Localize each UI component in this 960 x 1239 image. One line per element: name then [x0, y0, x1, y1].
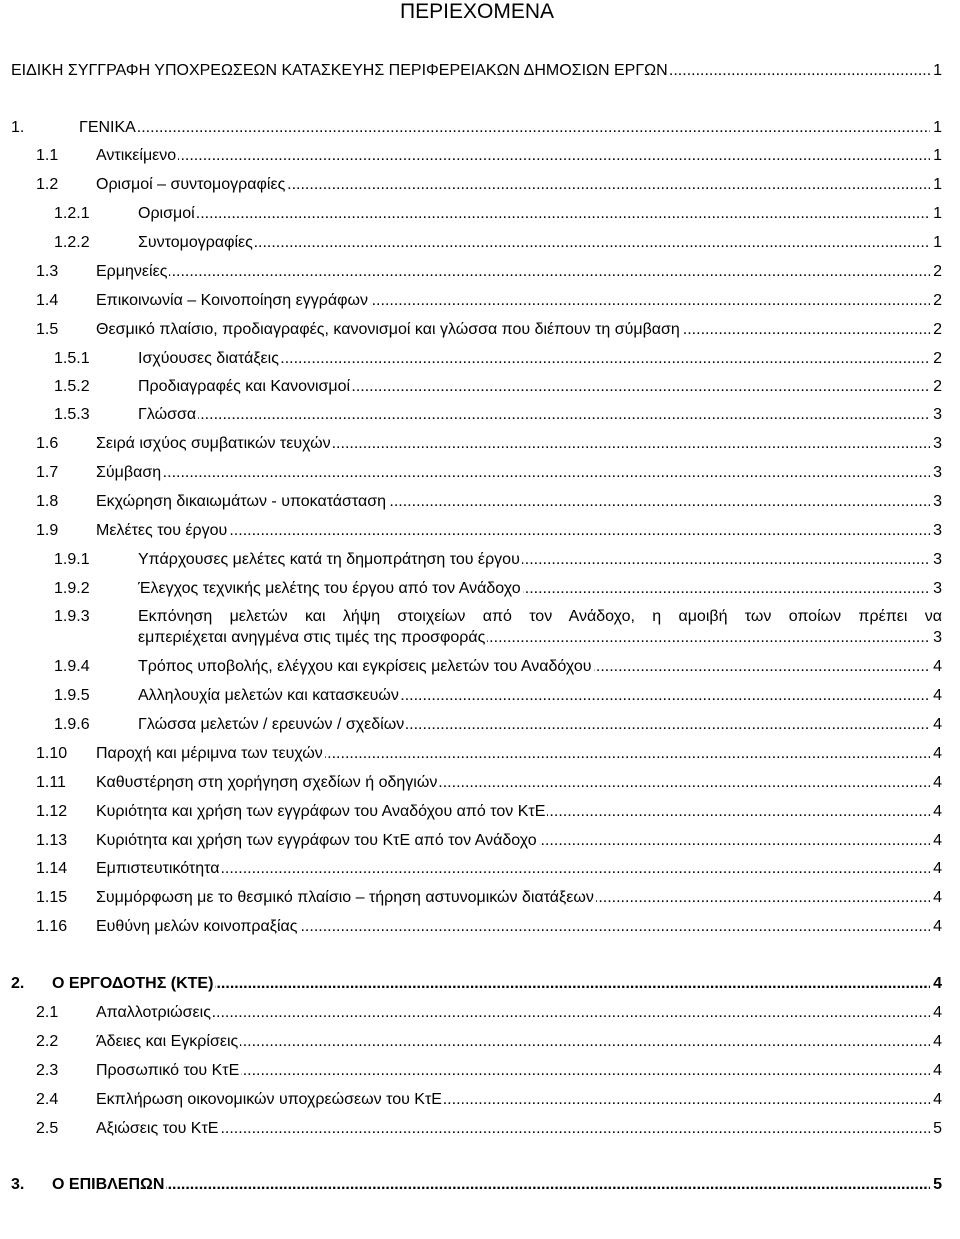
toc-entry[interactable]	[54, 657, 942, 677]
toc-entry[interactable]	[36, 320, 942, 340]
toc-entry-text: Τρόπος υποβολής, ελέγχου και εγκρίσεις μελετών του Αναδόχου	[138, 658, 592, 675]
toc-entry[interactable]	[36, 146, 942, 166]
toc-entry-number: 1.13	[36, 832, 68, 849]
toc-entry[interactable]	[54, 204, 942, 224]
toc-entry-text: Συντομογραφίες	[138, 234, 253, 251]
toc-entry-page: 4	[930, 715, 942, 735]
toc-entry-text: Άδειες και Εγκρίσεις	[96, 1033, 239, 1050]
toc-entry-text: Ορισμοί	[138, 205, 195, 222]
toc-entry-number: 1.9.4	[54, 658, 90, 675]
toc-entry-page: 4	[930, 1032, 942, 1052]
toc-entry-page: 1	[930, 233, 942, 253]
toc-entry-number: 1.1	[36, 147, 59, 164]
toc-entry-text: Επικοινωνία – Κοινοποίηση εγγράφων	[96, 292, 368, 309]
toc-entry-text-continued: εμπεριέχεται ανηγμένα στις τιμές της προσφοράς	[138, 629, 486, 646]
toc-entry[interactable]	[36, 888, 942, 908]
toc-entry-page: 4	[930, 657, 942, 677]
toc-entry[interactable]	[54, 233, 942, 253]
toc-entry[interactable]	[36, 291, 942, 311]
toc-entry[interactable]	[54, 377, 942, 397]
toc-entry-page: 4	[930, 974, 942, 994]
toc-entry-number: 1.5.2	[54, 378, 90, 395]
toc-entry-number: 2.2	[36, 1033, 59, 1050]
toc-entry-text: Συμμόρφωση με το θεσμικό πλαίσιο – τήρηση αστυνομικών διατάξεων	[96, 889, 594, 906]
toc-entry-number: 1.12	[36, 803, 68, 820]
toc-entry-text: Καθυστέρηση στη χορήγηση σχεδίων ή οδηγιών	[96, 774, 438, 791]
toc-entry[interactable]	[36, 744, 942, 764]
toc-entry-number: 1.5	[36, 321, 59, 338]
toc-entry-number: 1.2	[36, 176, 59, 193]
toc-entry[interactable]	[36, 859, 942, 879]
toc-entry-page: 2	[930, 377, 942, 397]
toc-entry-number: 1.3	[36, 263, 59, 280]
toc-entry-page: 4	[930, 1090, 942, 1110]
toc-entry-number: 1.2.1	[54, 205, 90, 222]
toc-entry-text: ΓΕΝΙΚΑ	[79, 119, 136, 136]
toc-entry[interactable]	[36, 773, 942, 793]
toc-entry-page: 4	[930, 773, 942, 793]
toc-entry-page: 3	[930, 550, 942, 570]
toc-entry-page: 1	[930, 61, 942, 81]
toc-entry[interactable]	[36, 1119, 942, 1139]
toc-entry[interactable]	[11, 118, 942, 138]
toc-entry-page: 4	[930, 888, 942, 908]
toc-entry-text: Προσωπικό του ΚτΕ	[96, 1062, 240, 1079]
toc-entry-page: 3	[930, 628, 942, 648]
toc-entry-page: 3	[930, 463, 942, 483]
toc-entry-page: 3	[930, 521, 942, 541]
toc-entry-page: 5	[930, 1175, 942, 1195]
toc-entry-number: 2.5	[36, 1120, 59, 1137]
toc-entry-number: 1.5.1	[54, 350, 90, 367]
toc-entry-page: 1	[930, 204, 942, 224]
toc-entry-number: 1.16	[36, 918, 68, 935]
toc-entry-number: 1.9	[36, 522, 59, 539]
toc-entry-number: 1.14	[36, 860, 68, 877]
toc-entry-number: 1.10	[36, 745, 68, 762]
toc-entry-page: 1	[930, 175, 942, 195]
toc-entry-number: 2.	[11, 975, 25, 992]
toc-entry-text: Θεσμικό πλαίσιο, προδιαγραφές, κανονισμοί και γλώσσα που διέπουν τη σύμβαση	[96, 321, 680, 338]
toc-entry-text: Αντικείμενο	[96, 147, 177, 164]
toc-entry-text: Ο ΕΠΙΒΛΕΠΩΝ	[52, 1176, 165, 1193]
toc-entry-page: 3	[930, 405, 942, 425]
toc-entry-text: Σειρά ισχύος συμβατικών τευχών	[96, 435, 331, 452]
toc-entry-number: 2.4	[36, 1091, 59, 1108]
toc-entry-text: Μελέτες του έργου	[96, 522, 228, 539]
toc-entry-number: 1.9.1	[54, 551, 90, 568]
toc-entry-text: Παροχή και μέριμνα των τευχών	[96, 745, 323, 762]
toc-entry-text: Κυριότητα και χρήση των εγγράφων του ΚτΕ από τον Ανάδοχο	[96, 832, 537, 849]
toc-entry-page: 2	[930, 349, 942, 369]
toc-entry-wrapped[interactable]	[54, 607, 942, 649]
toc-entry-number: 2.1	[36, 1004, 59, 1021]
toc-entry-text: Σύμβαση	[96, 464, 162, 481]
toc-entry[interactable]	[36, 492, 942, 512]
toc-entry[interactable]	[36, 802, 942, 822]
toc-entry-page: 2	[930, 291, 942, 311]
toc-entry[interactable]	[54, 579, 942, 599]
toc-entry-number: 1.15	[36, 889, 68, 906]
toc-entry[interactable]	[36, 175, 942, 195]
toc-entry-number: 1.4	[36, 292, 59, 309]
toc-entry-text: Ερμηνείες	[96, 263, 168, 280]
toc-entry-page: 4	[930, 686, 942, 706]
toc-entry-page: 3	[930, 492, 942, 512]
toc-entry-text: Εκπόνηση μελετών και λήψη στοιχείων από τον Ανάδοχο, η αμοιβή των οποίων πρέπει να	[138, 608, 942, 625]
toc-entry-text: Ορισμοί – συντομογραφίες	[96, 176, 286, 193]
toc-entry-number: 1.8	[36, 493, 59, 510]
toc-entry-page: 4	[930, 1003, 942, 1023]
toc-entry[interactable]	[36, 1090, 942, 1110]
toc-entry[interactable]	[36, 262, 942, 282]
toc-entry-text: Απαλλοτριώσεις	[96, 1004, 211, 1021]
toc-entry-page: 4	[930, 1061, 942, 1081]
toc-entry[interactable]	[36, 434, 942, 454]
page-title: ΠΕΡΙΕΧΟΜΕΝΑ	[399, 0, 555, 23]
toc-entry[interactable]	[54, 715, 942, 735]
toc-entry-text: Εκπλήρωση οικονομικών υποχρεώσεων του ΚτΕ	[96, 1091, 442, 1108]
toc-entry-text: Ισχύουσες διατάξεις	[138, 350, 279, 367]
toc-entry-number: 2.3	[36, 1062, 59, 1079]
toc-entry-number: 1.9.3	[54, 608, 90, 625]
toc-entry-number: 1.9.5	[54, 687, 90, 704]
toc-entry-text: Αλληλουχία μελετών και κατασκευών	[138, 687, 399, 704]
toc-entry-page: 5	[930, 1119, 942, 1139]
toc-entry[interactable]	[11, 1175, 942, 1195]
toc-entry-text: Έλεγχος τεχνικής μελέτης του έργου από τον Ανάδοχο	[138, 580, 521, 597]
toc-entry-page: 1	[930, 118, 942, 138]
toc-entry-text: Κυριότητα και χρήση των εγγράφων του Αναδόχου από τον ΚτΕ	[96, 803, 546, 820]
toc-entry-page: 3	[930, 579, 942, 599]
toc-entry[interactable]	[36, 917, 942, 937]
toc-entry[interactable]	[54, 686, 942, 706]
toc-entry-page: 4	[930, 917, 942, 937]
toc-entry-number: 1.9.2	[54, 580, 90, 597]
toc-entry-number: 1.5.3	[54, 406, 90, 423]
toc-entry-page: 4	[930, 831, 942, 851]
toc-entry-page: 2	[930, 320, 942, 340]
toc-entry-text: Ευθύνη μελών κοινοπραξίας	[96, 918, 298, 935]
toc-entry-number: 1.	[11, 119, 25, 136]
toc-entry-page: 1	[930, 146, 942, 166]
toc-entry[interactable]	[36, 1061, 942, 1081]
toc-entry[interactable]	[36, 831, 942, 851]
toc-entry-number: 1.6	[36, 435, 59, 452]
toc-entry-text: Προδιαγραφές και Κανονισμοί	[138, 378, 351, 395]
toc-entry[interactable]	[36, 463, 942, 483]
toc-entry-number: 1.7	[36, 464, 59, 481]
toc-entry[interactable]	[54, 405, 942, 425]
toc-entry-text: Εμπιστευτικότητα	[96, 860, 220, 877]
toc-entry-number: 1.9.6	[54, 716, 90, 733]
toc-entry-text: Υπάρχουσες μελέτες κατά τη δημοπράτηση του έργου	[138, 551, 520, 568]
toc-entry-number: 1.2.2	[54, 234, 90, 251]
toc-entry-page: 2	[930, 262, 942, 282]
toc-entry-text: Γλώσσα μελετών / ερευνών / σχεδίων	[138, 716, 405, 733]
toc-entry[interactable]	[11, 974, 942, 994]
toc-entry[interactable]	[11, 61, 942, 81]
toc-entry-text: Εκχώρηση δικαιωμάτων - υποκατάσταση	[96, 493, 387, 510]
toc-entry-number: 1.11	[36, 774, 66, 791]
toc-entry-text: ΕΙΔΙΚΗ ΣΥΓΓΡΑΦΗ ΥΠΟΧΡΕΩΣΕΩΝ ΚΑΤΑΣΚΕΥΗΣ ΠΕΡΙΦΕΡΕΙΑΚΩΝ ΔΗΜΟΣΙΩΝ ΕΡΓΩΝ	[11, 62, 668, 79]
toc-entry[interactable]	[54, 349, 942, 369]
toc-entry-page: 4	[930, 802, 942, 822]
toc-entry-page: 4	[930, 859, 942, 879]
toc-entry-text: Αξιώσεις του ΚτΕ	[96, 1120, 219, 1137]
toc-entry-page: 4	[930, 744, 942, 764]
toc-entry[interactable]	[36, 1003, 942, 1023]
toc-entry-text: Γλώσσα	[138, 406, 197, 423]
toc-entry-page: 3	[930, 434, 942, 454]
toc-entry[interactable]	[54, 550, 942, 570]
toc-entry-number: 3.	[11, 1176, 25, 1193]
toc-entry[interactable]	[36, 521, 942, 541]
toc-entry-text: Ο ΕΡΓΟΔΟΤΗΣ (ΚΤΕ)	[52, 975, 214, 992]
toc-entry[interactable]	[36, 1032, 942, 1052]
